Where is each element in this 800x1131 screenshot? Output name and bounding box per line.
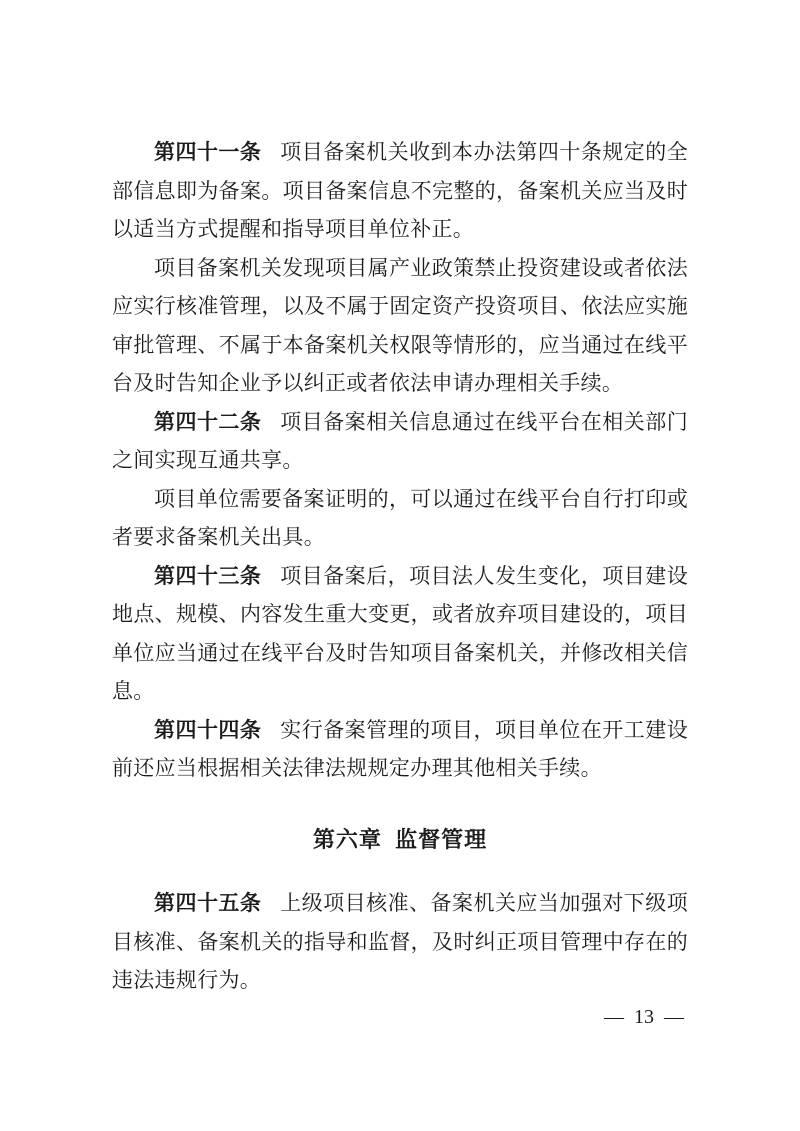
article-paragraph — [112, 403, 688, 480]
page-number — [604, 1003, 684, 1031]
article-text: 项目备案后，项目法人发生变化，项目建设地点、规模、内容发生重大变更，或者放弃项目建设的，项目单位应当通过在线平台及时告知项目备案机关，并修改相关信息。 — [112, 563, 689, 703]
article-number: 第四十一条 — [154, 140, 262, 164]
article-paragraph — [112, 884, 688, 1000]
article-number: 第四十五条 — [154, 891, 262, 915]
page-number-value: 13 — [634, 1006, 654, 1028]
chapter-heading — [112, 821, 688, 860]
article-number: 第四十三条 — [154, 563, 262, 588]
article-paragraph — [112, 557, 688, 711]
paragraph-text: 项目单位需要备案证明的，可以通过在线平台自行打印或者要求备案机关出具。 — [112, 486, 688, 549]
article-text: 项目备案相关信息通过在线平台在相关部门之间实现互通共享。 — [112, 409, 689, 472]
article-text: 项目备案机关收到本办法第四十条规定的全部信息即为备案。项目备案信息不完整的，备案机关应当及时以适当方式提醒和指导项目单位补正。 — [112, 140, 689, 241]
article-text: 上级项目核准、备案机关应当加强对下级项目核准、备案机关的指导和监督，及时纠正项目管理中存在的违法违规行为。 — [112, 891, 689, 992]
article-text: 实行备案管理的项目，项目单位在开工建设前还应当根据相关法律法规规定办理其他相关手续。 — [112, 717, 689, 780]
chapter-number: 第六章 — [312, 826, 382, 852]
article-number: 第四十四条 — [154, 717, 262, 742]
article-number: 第四十二条 — [154, 409, 262, 434]
paragraph-text: 项目备案机关发现项目属产业政策禁止投资建设或者依法应实行核准管理，以及不属于固定资产投资项目、依法应实施审批管理、不属于本备案机关权限等情形的，应当通过在线平台及时告知企业予以纠正或者依法申请办理相关手续。 — [112, 255, 688, 395]
page-number-dash-right: — — [664, 1006, 684, 1028]
article-paragraph — [112, 133, 688, 249]
body-paragraph — [112, 249, 688, 403]
body-paragraph — [112, 480, 688, 557]
page-number-dash-left: — — [604, 1006, 624, 1028]
document-body — [112, 133, 688, 1000]
chapter-title: 监督管理 — [395, 826, 488, 852]
article-paragraph — [112, 711, 688, 788]
